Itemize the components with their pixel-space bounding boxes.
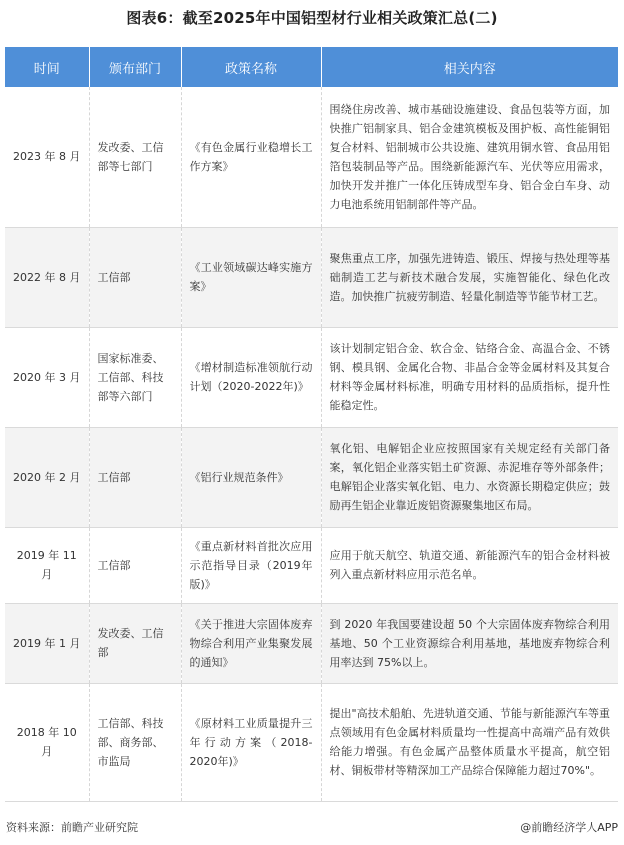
cell-dept: 发改委、工信部 (89, 603, 181, 683)
cell-policy-name: 《工业领域碳达峰实施方案》 (181, 227, 321, 327)
cell-time: 2019 年 11 月 (5, 527, 89, 603)
header-time: 时间 (5, 47, 89, 87)
cell-dept: 工信部 (89, 227, 181, 327)
cell-policy-name: 《关于推进大宗固体废弃物综合利用产业集聚发展的通知》 (181, 603, 321, 683)
brand-credit (520, 819, 618, 835)
table-row (5, 527, 618, 603)
table-row (5, 683, 618, 801)
cell-policy-name: 《重点新材料首批次应用示范指导目录（2019年版)》 (181, 527, 321, 603)
cell-content: 氧化铝、电解铝企业应按照国家有关规定经有关部门备案，氧化铝企业落实铝土矿资源、赤泥堆存等外部条件；电解铝企业落实氧化铝、电力、水资源长期稳定供应；鼓励再生铝企业靠近废铝资源聚集地区布局。 (321, 427, 618, 527)
cell-dept: 发改委、工信部等七部门 (89, 87, 181, 227)
cell-time: 2019 年 1 月 (5, 603, 89, 683)
cell-dept: 工信部、科技部、商务部、市监局 (89, 683, 181, 801)
copyright-icon: @ (520, 821, 532, 834)
cell-content: 应用于航天航空、轨道交通、新能源汽车的铝合金材料被列入重点新材料应用示范名单。 (321, 527, 618, 603)
table-row (5, 327, 618, 427)
cell-time: 2022 年 8 月 (5, 227, 89, 327)
cell-dept: 工信部 (89, 427, 181, 527)
table-header-row (5, 47, 618, 87)
source-note: 资料来源：前瞻产业研究院 (6, 821, 138, 834)
page-title: 图表6：截至2025年中国铝型材行业相关政策汇总(二) (126, 9, 498, 27)
header-dept: 颁布部门 (89, 47, 181, 87)
cell-dept: 国家标准委、工信部、科技部等六部门 (89, 327, 181, 427)
cell-policy-name: 《增材制造标准领航行动计划（2020-2022年)》 (181, 327, 321, 427)
table-row (5, 427, 618, 527)
cell-time: 2018 年 10 月 (5, 683, 89, 801)
cell-content: 围绕住房改善、城市基础设施建设、食品包装等方面，加快推广铝制家具、铝合金建筑模板及围护板、高性能铜铝复合材料、铝制城市公共设施、建筑用铜水管、食品用铝箔包装制品等产品。围绕新能源汽车、光伏等应用需求，加快开发并推广一体化压铸成型车身、铝合金白车身、动力电池系统用铝制部件等产品。 (321, 87, 618, 227)
policy-table (5, 47, 618, 802)
header-policy-name: 政策名称 (181, 47, 321, 87)
cell-dept: 工信部 (89, 527, 181, 603)
cell-content: 该计划制定铝合金、软合金、钴络合金、高温合金、不锈钢、模具钢、金属化合物、非晶合金等金属材料及其复合材料等金属材料标准，明确专用材料的品质指标，提升性能稳定性。 (321, 327, 618, 427)
brand-label: 前瞻经济学人APP (531, 821, 618, 834)
header-content: 相关内容 (321, 47, 618, 87)
cell-time: 2020 年 3 月 (5, 327, 89, 427)
cell-time: 2020 年 2 月 (5, 427, 89, 527)
cell-time: 2023 年 8 月 (5, 87, 89, 227)
cell-content: 提出"高技术船舶、先进轨道交通、节能与新能源汽车等重点领域用有色金属材料质量均一性提高中高端产品有效供给能力增强。有色金属产品整体质量水平提高，航空铝材、铜板带材等精深加工产品综合保障能力超过70%"。 (321, 683, 618, 801)
table-row (5, 603, 618, 683)
table-row (5, 227, 618, 327)
cell-content: 聚焦重点工序，加强先进铸造、锻压、焊接与热处理等基础制造工艺与新技术融合发展，实施智能化、绿色化改造。加快推广抗疲劳制造、轻量化制造等节能节材工艺。 (321, 227, 618, 327)
cell-policy-name: 《铝行业规范条件》 (181, 427, 321, 527)
cell-policy-name: 《原材料工业质量提升三年行动方案（2018-2020年)》 (181, 683, 321, 801)
cell-policy-name: 《有色金属行业稳增长工作方案》 (181, 87, 321, 227)
table-row (5, 87, 618, 227)
cell-content: 到 2020 年我国要建设超 50 个大宗固体废弃物综合利用基地、50 个工业资源综合利用基地，基地废弃物综合利用率达到 75%以上。 (321, 603, 618, 683)
